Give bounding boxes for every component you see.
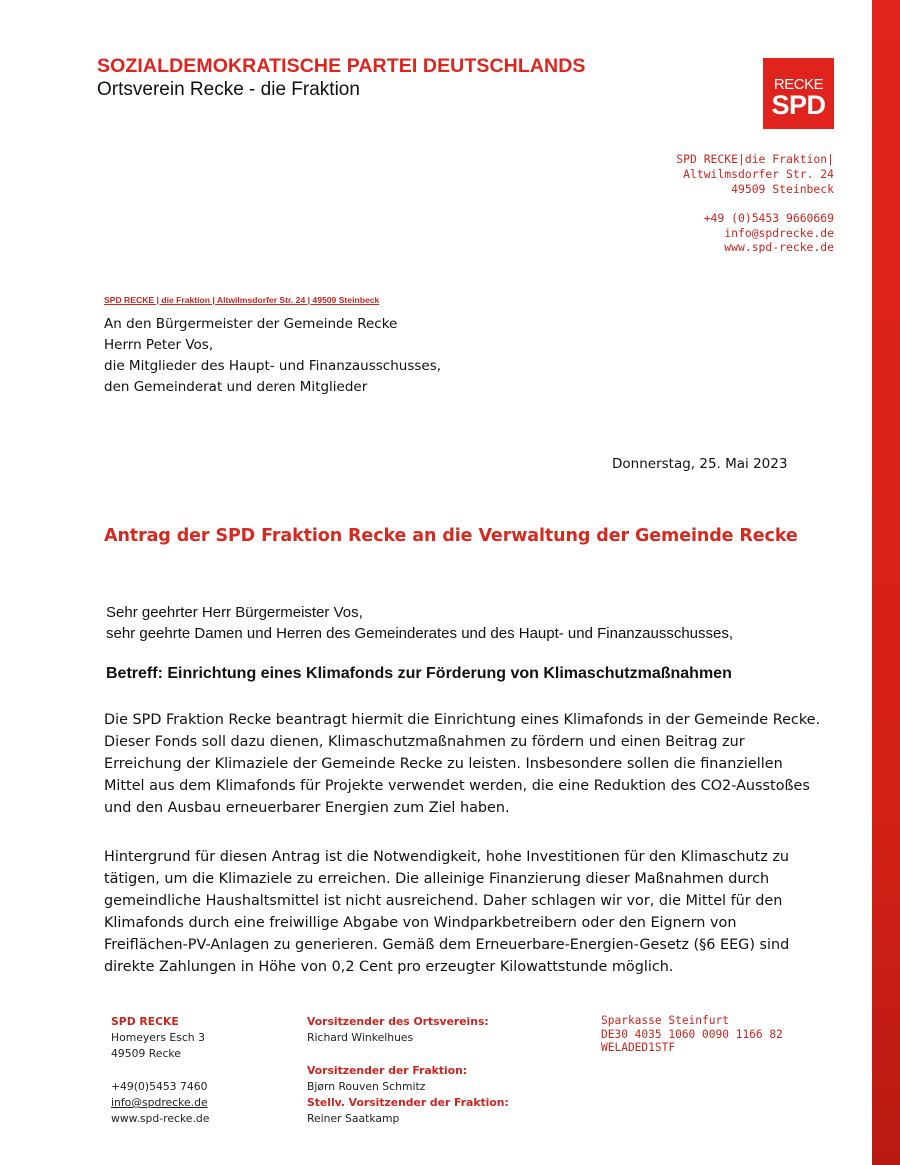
subject-line: Betreff: Einrichtung eines Klimafonds zur Förderung von Klimaschutzmaßnahmen bbox=[106, 665, 732, 682]
chair-ov-name: Richard Winkelhues bbox=[307, 1031, 414, 1045]
footer-city: 49509 Recke bbox=[111, 1047, 181, 1061]
letter-date: Donnerstag, 25. Mai 2023 bbox=[612, 456, 788, 472]
deputy-chair-label: Stellv. Vorsitzender der Fraktion: bbox=[307, 1096, 509, 1109]
recipient-line: die Mitglieder des Haupt- und Finanzausschusses, bbox=[104, 358, 442, 374]
spd-logo bbox=[763, 58, 834, 129]
body-paragraph-2: Hintergrund für diesen Antrag ist die Notwendigkeit, hohe Investitionen für den Klimaschutz zu tätigen, um die Klimaziele zu erreichen. Die alleinige Finanzierung dieser Maßnahmen durch gemeindliche Haushaltsmittel ist nicht ausreichend. Daher schlagen wir vor, die Mittel für den Klimafonds durch eine freiwillige Abgabe von Windparkbetreibern oder den Eignern von Freiflächen-PV-Anlagen zu generieren. Gemäß dem Erneuerbare-Energien-Gesetz (§6 EEG) sind direkte Zahlungen in Höhe von 0,2 Cent pro erzeugter Kilowattstunde möglich. bbox=[104, 849, 790, 975]
sender-phone: +49 (0)5453 9660669 bbox=[703, 210, 834, 225]
logo-line-recke: RECKE bbox=[773, 76, 824, 93]
bank-name: Sparkasse Steinfurt bbox=[601, 1014, 729, 1027]
party-name: SOZIALDEMOKRATISCHE PARTEI DEUTSCHLANDS bbox=[97, 55, 586, 77]
sender-block bbox=[676, 152, 834, 255]
footer-board bbox=[307, 1014, 509, 1127]
deputy-chair-name: Reiner Saatkamp bbox=[307, 1112, 400, 1126]
recipient-block bbox=[104, 314, 441, 398]
bank-iban: DE30 4035 1060 0090 1166 82 bbox=[601, 1027, 783, 1041]
chair-fraktion-name: Bjørn Rouven Schmitz bbox=[307, 1079, 426, 1093]
salutation-line: Sehr geehrter Herr Bürgermeister Vos, bbox=[106, 604, 363, 621]
logo-line-spd: SPD bbox=[771, 90, 826, 120]
body-paragraph-1: Die SPD Fraktion Recke beantragt hiermit die Einrichtung eines Klimafonds in der Gemeinde Recke. Dieser Fonds soll dazu dienen, Klimaschutzmaßnahmen zu fördern und einen Beitrag zur Erreichung der Klimaziele der Gemeinde Recke zu leisten. Insbesondere sollen die finanziellen Mittel aus dem Klimafonds für Projekte verwendet werden, die eine Reduktion des CO2-Ausstoßes und den Ausbau erneuerbarer Energien zum Ziel haben. bbox=[104, 712, 821, 816]
footer-bank bbox=[601, 1014, 783, 1055]
footer-address bbox=[111, 1014, 209, 1127]
footer-street: Homeyers Esch 3 bbox=[111, 1031, 205, 1045]
footer-org-title: SPD RECKE bbox=[111, 1015, 179, 1028]
antrag-title: Antrag der SPD Fraktion Recke an die Verwaltung der Gemeinde Recke bbox=[104, 526, 798, 546]
ortsverein-name: Ortsverein Recke - die Fraktion bbox=[97, 79, 360, 100]
footer-web[interactable]: www.spd-recke.de bbox=[111, 1112, 210, 1126]
sender-web[interactable]: www.spd-recke.de bbox=[724, 240, 834, 255]
chair-ov-label: Vorsitzender des Ortsvereins: bbox=[307, 1015, 489, 1028]
salutation bbox=[106, 602, 733, 644]
recipient-line: Herrn Peter Vos, bbox=[104, 337, 214, 353]
sender-email[interactable]: info@spdrecke.de bbox=[724, 225, 834, 240]
return-address: SPD RECKE | die Fraktion | Altwilmsdorfer Str. 24 | 49509 Steinbeck bbox=[104, 295, 380, 305]
sender-name: SPD RECKE|die Fraktion| bbox=[676, 152, 834, 166]
recipient-line: An den Bürgermeister der Gemeinde Recke bbox=[104, 316, 398, 332]
bank-bic: WELADED1STF bbox=[601, 1041, 676, 1054]
right-red-bar bbox=[872, 0, 900, 1165]
salutation-line: sehr geehrte Damen und Herren des Gemeinderates und des Haupt- und Finanzausschusses, bbox=[106, 625, 734, 642]
footer-email-link[interactable]: info@spdrecke.de bbox=[111, 1096, 208, 1109]
recipient-line: den Gemeinderat und deren Mitglieder bbox=[104, 379, 368, 395]
footer-phone: +49(0)5453 7460 bbox=[111, 1079, 208, 1093]
sender-city: 49509 Steinbeck bbox=[731, 181, 834, 196]
sender-street: Altwilmsdorfer Str. 24 bbox=[683, 166, 834, 181]
chair-fraktion-label: Vorsitzender der Fraktion: bbox=[307, 1063, 468, 1077]
